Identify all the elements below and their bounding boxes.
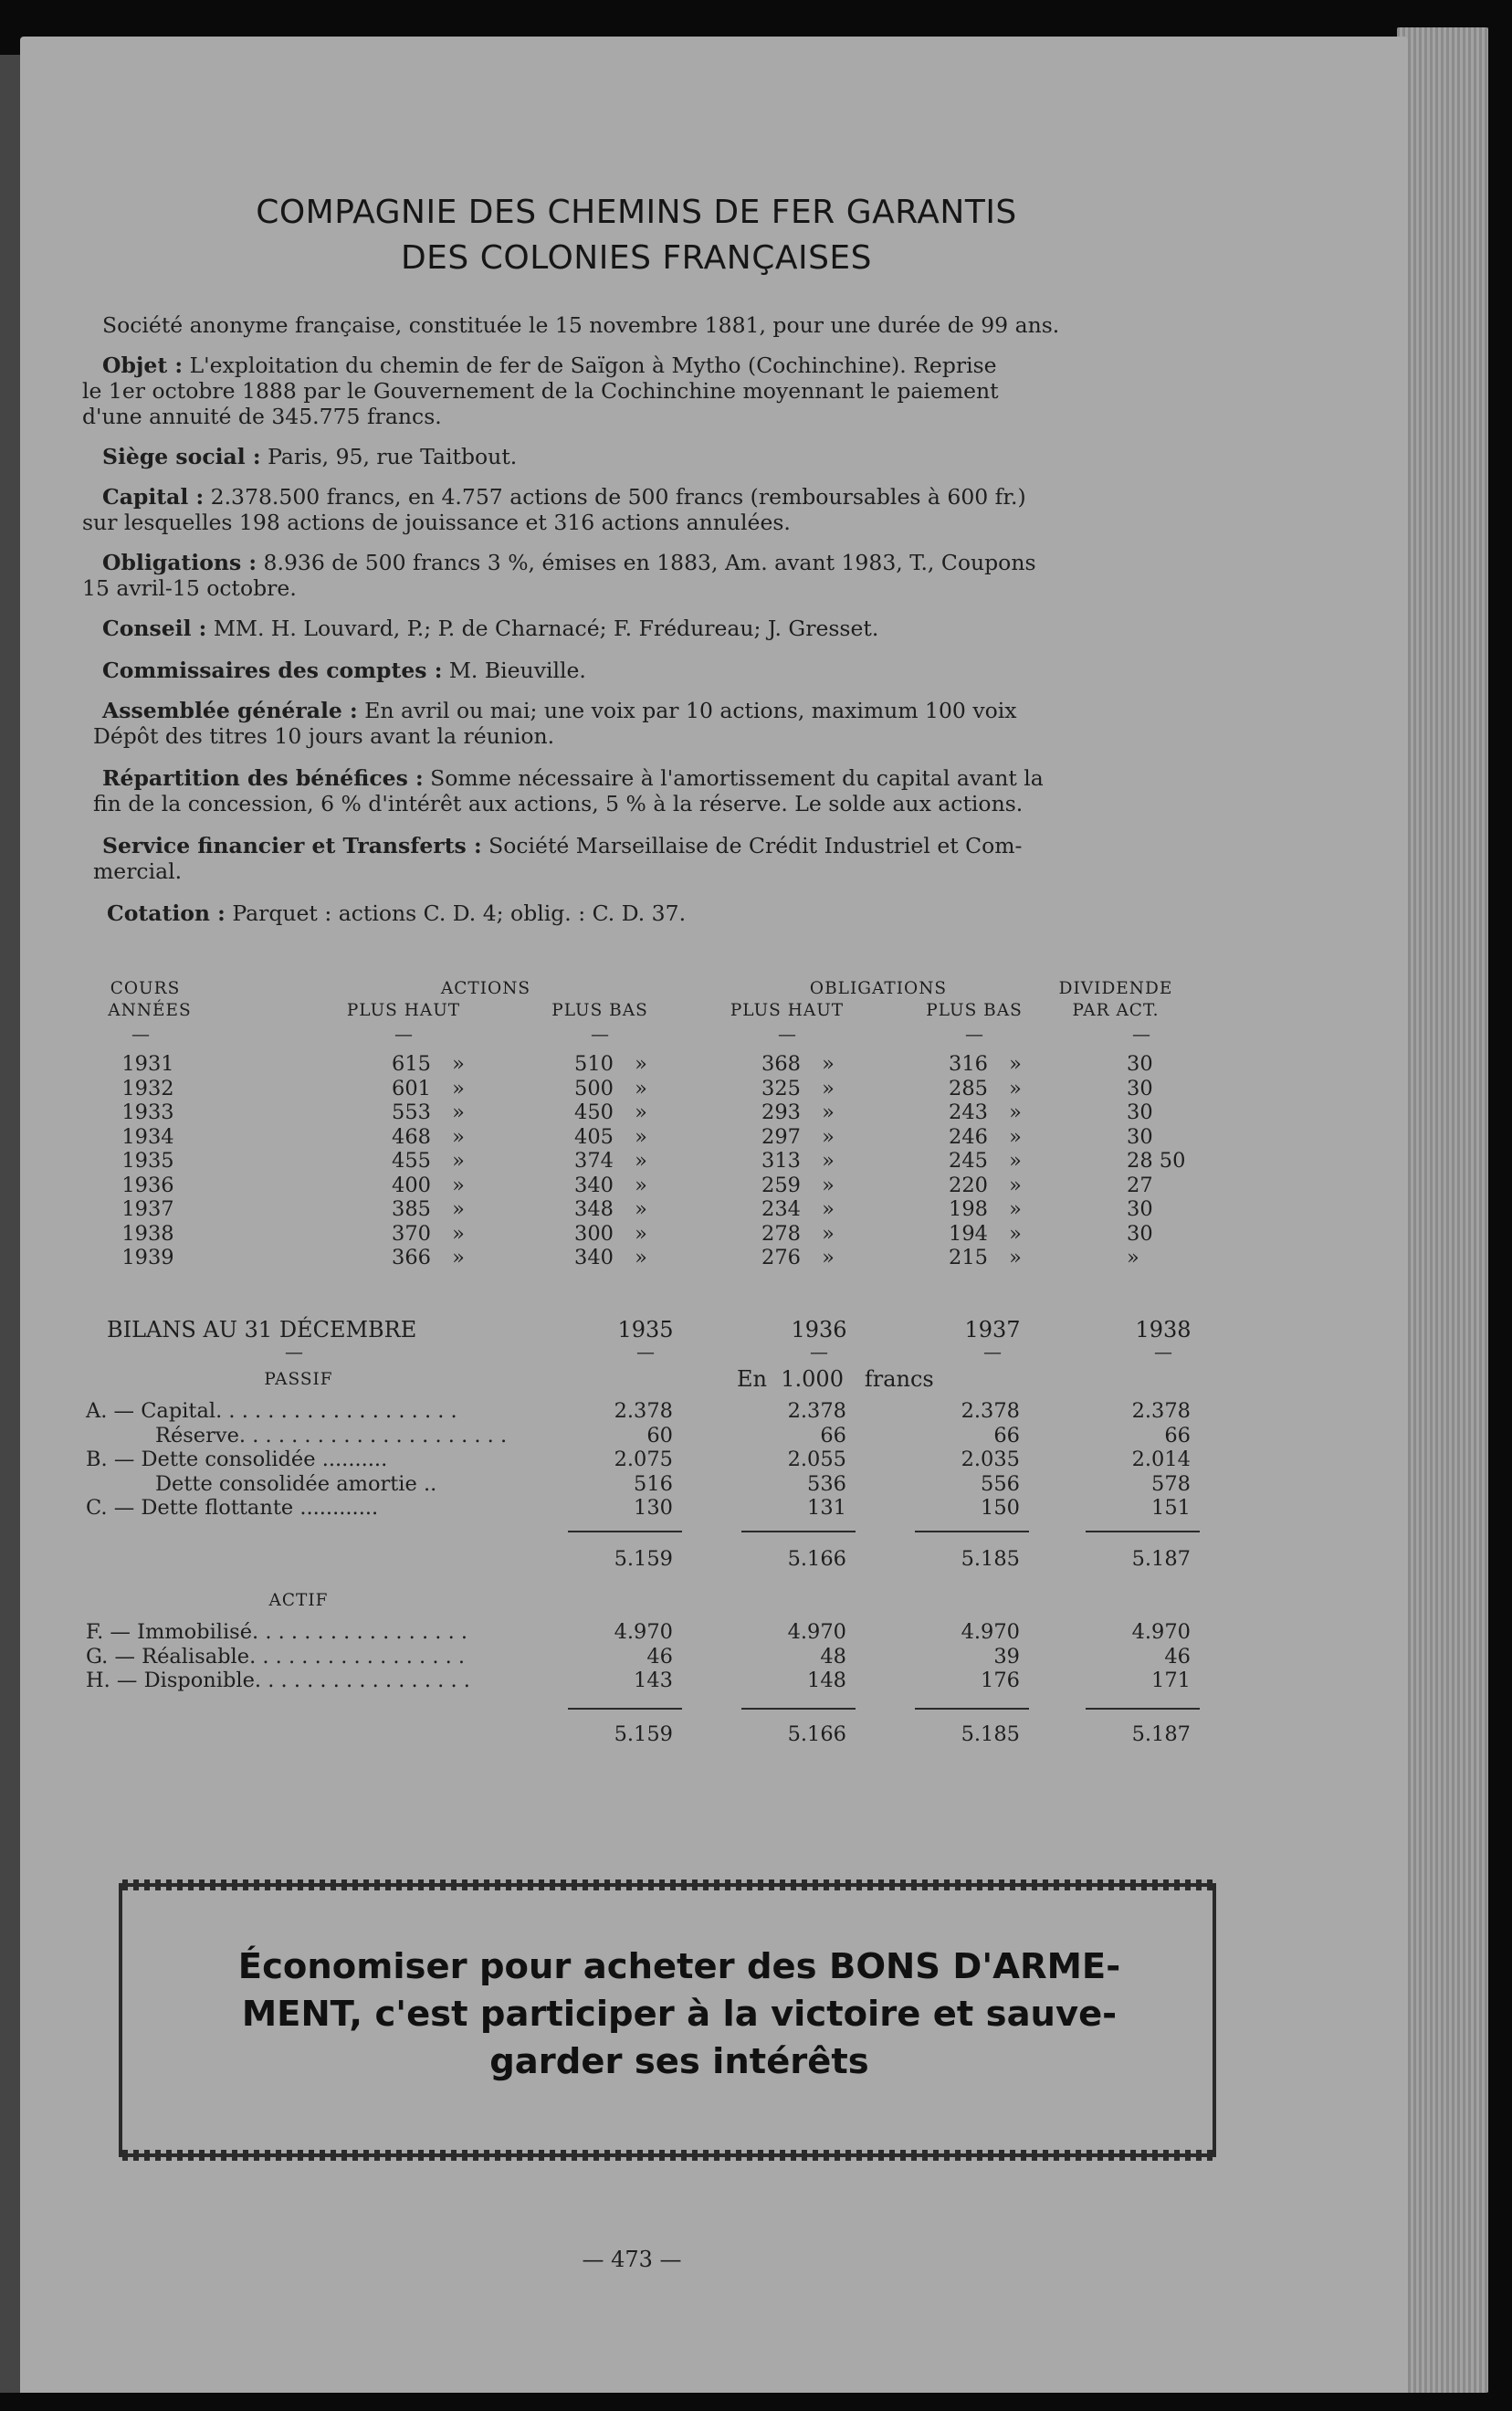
cours-dash-2: — [394,1023,413,1045]
bilan-year-dash: — [810,1341,828,1363]
obligations-quote-1: » [822,1149,835,1173]
passif-row-label: B. — Dette consolidée .......... [86,1448,388,1471]
passif-value: 2.378 [1131,1399,1191,1423]
dividende-value: 28 50 [1127,1149,1186,1173]
passif-value: 556 [981,1471,1020,1496]
actif-value: 4.970 [787,1620,846,1644]
bilans-dash-label: — [285,1341,303,1363]
capital-line-1 [102,484,1026,510]
actif-value: 4.970 [614,1620,673,1644]
dividende-value: » [1127,1246,1139,1269]
actions-plus-haut-value: 601 [392,1076,431,1100]
bilan-year-header: 1938 [1135,1317,1192,1342]
unit-francs: francs [864,1366,934,1392]
bilan-year-header: 1935 [617,1317,674,1342]
actions-plus-bas-value: 510 [574,1052,614,1076]
actif-total-rule [568,1708,682,1710]
cours-year: 1935 [121,1149,174,1173]
actions-quote-2: » [635,1246,647,1269]
actif-value: 148 [807,1669,846,1692]
obligations-quote-2: » [1009,1149,1022,1173]
actif-row-label: H. — Disponible. . . . . . . . . . . . . . . . . [86,1669,470,1692]
passif-value: 2.055 [787,1448,846,1471]
actions-plus-bas-value: 405 [574,1124,614,1149]
actions-plus-bas-value: 340 [574,1246,614,1269]
obligations-quote-1: » [822,1076,835,1100]
par-act-header: PAR ACT. [1072,1001,1160,1020]
obligations-quote-1: » [822,1124,835,1149]
commissaires-text: M. Bieuville. [448,658,586,683]
actions-quote-2: » [635,1100,647,1124]
obligations-quote-2: » [1009,1221,1022,1246]
service-line-1 [102,833,1023,858]
cours-year: 1933 [121,1100,174,1124]
passif-value: 130 [634,1496,673,1520]
passif-value: 2.378 [961,1399,1020,1423]
actif-total-value: 5.187 [1131,1722,1191,1746]
actions-quote-2: » [635,1197,647,1221]
actif-row-label: G. — Réalisable. . . . . . . . . . . . . . . . . [86,1644,466,1669]
siege-line [102,444,517,469]
passif-total-rule [915,1531,1029,1532]
actions-quote-2: » [635,1076,647,1100]
dividende-value: 30 [1127,1076,1153,1100]
banner-border-top [122,1879,1213,1890]
repartition-line-1 [102,765,1044,791]
obligations-plus-bas-value: 243 [949,1100,988,1124]
cours-year: 1938 [121,1221,174,1246]
cours-header: COURS [110,979,181,998]
page-number: — 473 — [582,2247,682,2272]
actions-plus-haut-value: 468 [392,1124,431,1149]
obligations-plus-bas-value: 316 [949,1052,988,1076]
assemblee-text-1: En avril ou mai; une voix par 10 actions, maximum 100 voix [364,698,1017,723]
actions-quote-1: » [452,1052,465,1076]
passif-value: 60 [646,1423,673,1448]
actif-total-rule [915,1708,1029,1710]
assemblee-line-1 [102,698,1017,723]
repartition-label: Répartition des bénéfices : [102,765,424,791]
actif-total-rule [1086,1708,1200,1710]
obligations-plus-bas-value: 220 [949,1173,988,1197]
actif-value: 46 [646,1644,673,1669]
dividende-value: 27 [1127,1173,1153,1197]
obligations-plus-bas-value: 194 [949,1221,988,1246]
actions-quote-2: » [635,1052,647,1076]
dividende-value: 30 [1127,1197,1153,1221]
capital-line-2: sur lesquelles 198 actions de jouissance et 316 actions annulées. [82,510,791,535]
assemblee-label: Assemblée générale : [102,698,358,723]
unit-en: En [737,1366,767,1392]
obligations-plus-haut-value: 276 [761,1246,801,1269]
banner-border-bottom [122,2150,1213,2161]
obligations-plus-haut-value: 278 [761,1221,801,1246]
obligations-plus-haut-value: 313 [761,1149,801,1173]
cours-dash-4: — [778,1023,796,1045]
obligations-plus-bas-header: PLUS BAS [926,1001,1023,1020]
page-edges [1397,27,1488,2393]
banner-text [150,1943,1209,2086]
war-bonds-banner [119,1883,1216,2157]
passif-value: 66 [993,1423,1020,1448]
passif-value: 516 [634,1471,673,1496]
obligations-line-1 [102,550,1036,575]
actions-quote-1: » [452,1197,465,1221]
dividende-header: DIVIDENDE [1058,979,1173,998]
actif-value: 176 [981,1669,1020,1692]
banner-line-2: MENT, c'est participer à la victoire et sauve- [241,1994,1118,2035]
passif-value: 131 [807,1496,846,1520]
passif-value: 2.378 [614,1399,673,1423]
actions-plus-bas-header: PLUS BAS [551,1001,648,1020]
objet-line-1 [102,353,997,378]
actions-plus-bas-value: 450 [574,1100,614,1124]
title-line-2: DES COLONIES FRANÇAISES [400,239,873,277]
actions-quote-1: » [452,1221,465,1246]
dividende-value: 30 [1127,1221,1153,1246]
repartition-text-1: Somme nécessaire à l'amortissement du capital avant la [430,765,1044,791]
actif-value: 4.970 [961,1620,1020,1644]
actif-label: ACTIF [268,1591,329,1610]
dividende-value: 30 [1127,1124,1153,1149]
obligations-quote-1: » [822,1052,835,1076]
passif-total-value: 5.159 [614,1547,673,1571]
cours-year: 1939 [121,1246,174,1269]
obligations-header: OBLIGATIONS [809,979,948,998]
repartition-line-2: fin de la concession, 6 % d'intérêt aux actions, 5 % à la réserve. Le solde aux actions. [93,791,1024,816]
actions-plus-haut-header: PLUS HAUT [346,1001,461,1020]
passif-row-label: C. — Dette flottante ............ [86,1496,379,1520]
obligations-plus-bas-value: 215 [949,1246,988,1269]
actions-quote-1: » [452,1173,465,1197]
obligations-line-2: 15 avril-15 octobre. [82,575,297,601]
actions-plus-haut-value: 553 [392,1100,431,1124]
actions-plus-bas-value: 374 [574,1149,614,1173]
actions-plus-bas-value: 300 [574,1221,614,1246]
obligations-plus-haut-value: 293 [761,1100,801,1124]
obligations-quote-1: » [822,1221,835,1246]
obligations-plus-bas-value: 285 [949,1076,988,1100]
passif-value: 2.075 [614,1448,673,1471]
actions-quote-2: » [635,1221,647,1246]
cours-year: 1937 [121,1197,174,1221]
passif-value: 66 [1164,1423,1191,1448]
service-label: Service financier et Transferts : [102,833,482,858]
passif-total-rule [568,1531,682,1532]
cours-year: 1932 [121,1076,174,1100]
obligations-label: Obligations : [102,550,257,575]
passif-total-rule [741,1531,856,1532]
actif-value: 171 [1151,1669,1191,1692]
actions-plus-haut-value: 615 [392,1052,431,1076]
actions-plus-bas-value: 340 [574,1173,614,1197]
dividende-value: 30 [1127,1052,1153,1076]
obligations-quote-2: » [1009,1246,1022,1269]
title-line-1: COMPAGNIE DES CHEMINS DE FER GARANTIS [256,194,1017,231]
objet-line-3: d'une annuité de 345.775 francs. [82,404,442,429]
actions-quote-1: » [452,1076,465,1100]
commissaires-label: Commissaires des comptes : [102,658,443,683]
passif-label: PASSIF [264,1370,333,1389]
actif-row-label: F. — Immobilisé. . . . . . . . . . . . . . . . . [86,1620,468,1644]
passif-row-label: Dette consolidée amortie .. [155,1471,437,1496]
annees-header: ANNÉES [108,1001,192,1020]
service-line-2: mercial. [93,858,183,884]
obligations-plus-haut-value: 259 [761,1173,801,1197]
commissaires-line [102,658,586,683]
obligations-quote-1: » [822,1246,835,1269]
actif-value: 48 [820,1644,846,1669]
obligations-quote-2: » [1009,1124,1022,1149]
banner-line-3: garder ses intérêts [489,2041,869,2082]
passif-value: 2.014 [1131,1448,1191,1471]
bilan-year-header: 1937 [964,1317,1021,1342]
conseil-line [102,616,878,641]
obligations-plus-haut-header: PLUS HAUT [730,1001,845,1020]
bilan-year-dash: — [983,1341,1002,1363]
bilan-year-dash: — [1154,1341,1172,1363]
obligations-plus-bas-value: 198 [949,1197,988,1221]
siege-label: Siège social : [102,444,261,469]
actions-quote-2: » [635,1124,647,1149]
obligations-quote-1: » [822,1197,835,1221]
capital-label: Capital : [102,484,205,510]
obligations-quote-2: » [1009,1197,1022,1221]
passif-value: 2.378 [787,1399,846,1423]
obligations-plus-bas-value: 245 [949,1149,988,1173]
obligations-plus-haut-value: 297 [761,1124,801,1149]
actions-quote-2: » [635,1149,647,1173]
passif-value: 536 [807,1471,846,1496]
capital-text-1: 2.378.500 francs, en 4.757 actions de 500 francs (remboursables à 600 fr.) [210,484,1026,510]
banner-line-1: Économiser pour acheter des BONS D'ARME- [237,1946,1121,1987]
actif-total-value: 5.159 [614,1722,673,1746]
cours-year: 1934 [121,1124,174,1149]
actif-total-value: 5.166 [787,1722,846,1746]
passif-value: 578 [1151,1471,1191,1496]
siege-text: Paris, 95, rue Taitbout. [268,444,518,469]
intro-text: Société anonyme française, constituée le 15 novembre 1881, pour une durée de 99 ans. [102,312,1060,338]
passif-row-label: Réserve. . . . . . . . . . . . . . . . . . . . . [155,1423,508,1448]
service-text-1: Société Marseillaise de Crédit Industriel et Com- [488,833,1023,858]
bilan-year-dash: — [636,1341,655,1363]
cotation-line [107,900,686,926]
obligations-plus-haut-value: 234 [761,1197,801,1221]
actif-total-rule [741,1708,856,1710]
unit-value: 1.000 [781,1366,844,1392]
actions-quote-1: » [452,1149,465,1173]
passif-total-rule [1086,1531,1200,1532]
obligations-text-1: 8.936 de 500 francs 3 %, émises en 1883, Am. avant 1983, T., Coupons [263,550,1036,575]
actions-plus-haut-value: 400 [392,1173,431,1197]
unit-line [737,1366,934,1392]
passif-total-value: 5.185 [961,1547,1020,1571]
objet-label: Objet : [102,353,184,378]
cours-dash-3: — [591,1023,609,1045]
actions-quote-1: » [452,1100,465,1124]
assemblee-line-2: Dépôt des titres 10 jours avant la réunion. [93,723,555,749]
book-spine [0,55,20,2393]
actif-value: 46 [1164,1644,1191,1669]
conseil-text: MM. H. Louvard, P.; P. de Charnacé; F. Frédureau; J. Gresset. [213,616,879,641]
obligations-quote-2: » [1009,1173,1022,1197]
passif-row-label: A. — Capital. . . . . . . . . . . . . . . . . . . [86,1399,457,1423]
obligations-quote-1: » [822,1173,835,1197]
passif-total-value: 5.187 [1131,1547,1191,1571]
actif-total-value: 5.185 [961,1722,1020,1746]
actions-quote-2: » [635,1173,647,1197]
passif-value: 2.035 [961,1448,1020,1471]
obligations-quote-2: » [1009,1076,1022,1100]
actions-plus-haut-value: 366 [392,1246,431,1269]
passif-value: 150 [981,1496,1020,1520]
obligations-plus-bas-value: 246 [949,1124,988,1149]
dividende-value: 30 [1127,1100,1153,1124]
conseil-label: Conseil : [102,616,207,641]
obligations-quote-1: » [822,1100,835,1124]
cotation-text: Parquet : actions C. D. 4; oblig. : C. D. 37. [232,900,687,926]
actions-plus-haut-value: 455 [392,1149,431,1173]
actions-header: ACTIONS [440,979,531,998]
passif-value: 151 [1151,1496,1191,1520]
passif-value: 66 [820,1423,846,1448]
actif-value: 4.970 [1131,1620,1191,1644]
passif-total-value: 5.166 [787,1547,846,1571]
actions-plus-bas-value: 348 [574,1197,614,1221]
actions-plus-haut-value: 370 [392,1221,431,1246]
cours-dash-5: — [965,1023,983,1045]
cours-year: 1931 [121,1052,174,1076]
actions-quote-1: » [452,1246,465,1269]
cotation-label: Cotation : [107,900,226,926]
obligations-plus-haut-value: 368 [761,1052,801,1076]
bilan-year-header: 1936 [791,1317,847,1342]
actif-value: 143 [634,1669,673,1692]
obligations-quote-2: » [1009,1052,1022,1076]
actions-plus-bas-value: 500 [574,1076,614,1100]
document-page [20,37,1408,2393]
objet-text-1: L'exploitation du chemin de fer de Saïgon à Mytho (Cochinchine). Reprise [189,353,997,378]
actions-plus-haut-value: 385 [392,1197,431,1221]
cours-dash-6: — [1132,1023,1150,1045]
bilans-heading: BILANS AU 31 DÉCEMBRE [107,1317,417,1342]
objet-line-2: le 1er octobre 1888 par le Gouvernement de la Cochinchine moyennant le paiement [82,378,999,404]
obligations-quote-2: » [1009,1100,1022,1124]
cours-year: 1936 [121,1173,174,1197]
actions-quote-1: » [452,1124,465,1149]
actif-value: 39 [993,1644,1020,1669]
cours-dash-1: — [131,1023,150,1045]
obligations-plus-haut-value: 325 [761,1076,801,1100]
